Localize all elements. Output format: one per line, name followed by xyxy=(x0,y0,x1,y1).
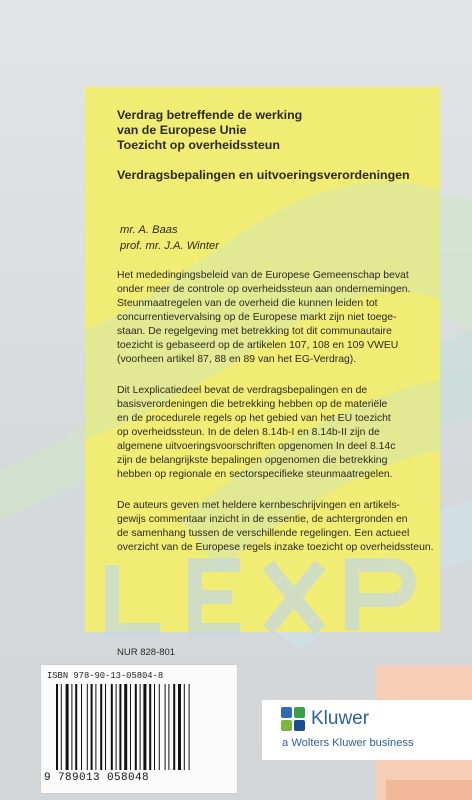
barcode-image xyxy=(56,684,226,770)
salmon-accent-strip xyxy=(386,780,472,800)
paragraph-2-line: Dit Lexplicatiedeel bevat de verdragsbepalingen en de xyxy=(117,385,368,396)
paragraph-3-line: De auteurs geven met heldere kernbeschrijvingen en artikels- xyxy=(117,500,401,511)
subtitle: Verdragsbepalingen en uitvoeringsverordeningen xyxy=(117,168,410,182)
paragraph-2-line: basisverordeningen die betrekking hebben op de materiële xyxy=(117,399,388,410)
paragraph-1-line: Het mededingingsbeleid van de Europese Gemeenschap bevat xyxy=(117,270,409,281)
paragraph-1-line: staan. De regelgeving met betrekking tot dit communautaire xyxy=(117,326,392,337)
paragraph-2-line: algemene uitvoeringsvoorschriften opgenomen In deel 8.14c xyxy=(117,441,396,452)
author-2: prof. mr. J.A. Winter xyxy=(120,240,219,252)
title-line-2: van de Europese Unie xyxy=(117,123,247,137)
nur-code: NUR 828-801 xyxy=(117,647,176,658)
isbn-number: ISBN 978-90-13-05804-8 xyxy=(47,671,164,681)
paragraph-2-line: en de procedurele regels op het gebied van het EU toezicht xyxy=(117,413,391,424)
paragraph-1-line: toezicht is gebaseerd op de artikelen 107, 108 en 109 VWEU xyxy=(117,340,399,351)
publisher-tagline: a Wolters Kluwer business xyxy=(282,737,414,749)
publisher-name: Kluwer xyxy=(311,708,370,729)
title-line-3: Toezicht op overheidssteun xyxy=(117,138,280,152)
paragraph-2-line: hebben op regionale en sectorspecifieke steunmaatregelen. xyxy=(117,469,393,480)
paragraph-1-line: (voorheen artikel 87, 88 en 89 van het EG-Verdrag). xyxy=(117,354,357,365)
paragraph-1-line: Steunmaatregelen van de overheid die kunnen leiden tot xyxy=(117,298,378,309)
title-line-1: Verdrag betreffende de werking xyxy=(117,108,303,122)
paragraph-1-line: onder meer de controle op overheidssteun aan ondernemingen. xyxy=(117,284,411,295)
kluwer-logo-icon xyxy=(280,706,306,732)
paragraph-1-line: concurrentievervalsing op de Europese markt zijn niet toege- xyxy=(117,312,397,323)
paragraph-3-line: overzicht van de Europese regels inzake toezicht op overheidssteun. xyxy=(117,542,434,553)
barcode-digits: 9 789013 058048 xyxy=(44,772,150,784)
paragraph-2-line: zijn de belangrijkste bepalingen opgenomen die betrekking xyxy=(117,455,388,466)
paragraph-2-line: op overheidssteun. In de delen 8.14b-I en 8.14b-II zijn de xyxy=(117,427,380,438)
paragraph-3-line: gewijs commentaar inzicht in de essentie, de achtergronden en xyxy=(117,514,408,525)
author-1: mr. A. Baas xyxy=(120,224,178,236)
paragraph-3-line: de samenhang tussen de verschillende regelingen. Een actueel xyxy=(117,528,410,539)
